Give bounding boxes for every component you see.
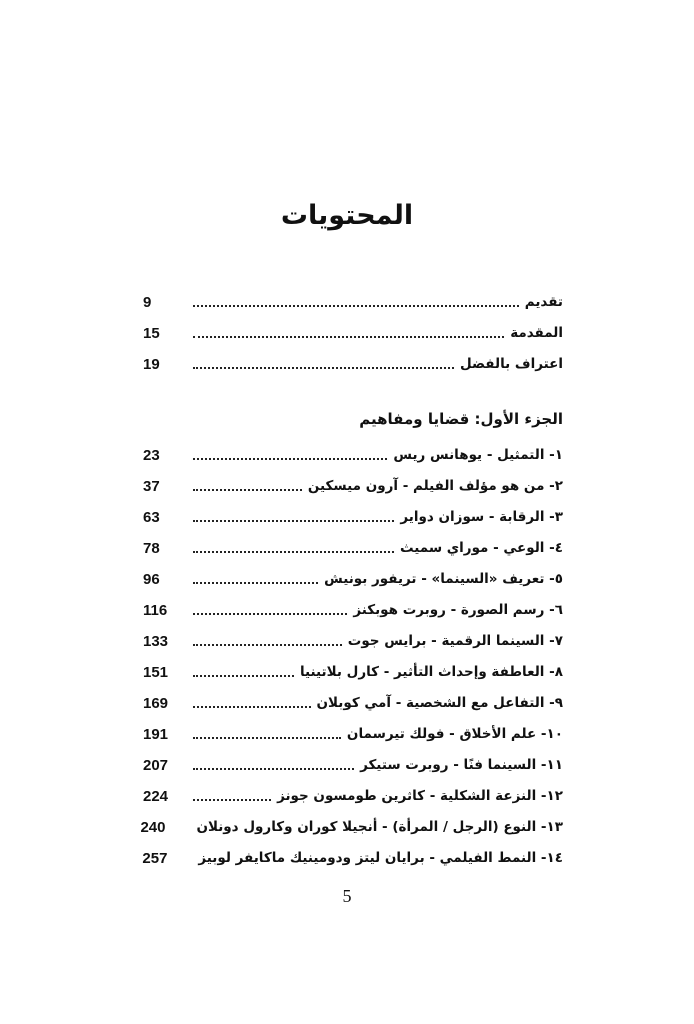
entry-label: اعتراف بالفضل	[459, 356, 563, 372]
toc-entry	[143, 692, 563, 714]
entry-label: ٥- تعريف «السينما» - تريفور بونيش	[324, 571, 563, 587]
entry-label: ١- التمثيل - يوهانس ريس	[393, 447, 563, 463]
dot-leader	[193, 706, 311, 708]
dot-leader	[193, 489, 302, 491]
entry-page: 15	[143, 324, 160, 342]
entry-label: تقديم	[524, 294, 563, 310]
toc-entry	[143, 599, 563, 621]
entry-label: ٩- التفاعل مع الشخصية - آمي كوبلان	[316, 695, 563, 711]
entry-page: 78	[143, 539, 160, 557]
page-title: المحتويات	[280, 200, 414, 231]
toc-entry	[143, 444, 563, 466]
dot-leader	[193, 520, 394, 522]
entry-label: ١٢- النزعة الشكلية - كاثرين طومسون جونز	[277, 788, 563, 804]
dot-leader	[193, 613, 347, 615]
toc-entry	[140, 816, 563, 838]
page-number: 5	[342, 886, 352, 906]
dot-leader	[193, 582, 318, 584]
entry-label: ١٣- النوع (الرجل / المرأة) - أنجيلا كوران وكارول دونلان	[196, 819, 563, 835]
toc-entry	[143, 475, 563, 497]
entry-page: 116	[143, 601, 168, 619]
entry-page: 257	[142, 849, 168, 867]
entry-page: 9	[143, 293, 152, 311]
toc-entry	[143, 506, 563, 528]
entry-page: 19	[143, 355, 160, 373]
entry-page: 169	[143, 694, 169, 712]
dot-leader	[193, 799, 271, 801]
dot-leader	[193, 367, 454, 369]
entry-label: ٦- رسم الصورة - روبرت هوبكنز	[353, 602, 563, 618]
toc-entry	[143, 723, 563, 745]
entry-page: 37	[143, 477, 160, 495]
entry-label: ٢- من هو مؤلف الفيلم - آرون ميسكين	[307, 478, 563, 494]
dot-leader	[193, 737, 341, 739]
entry-page: 96	[143, 570, 160, 588]
toc-entry	[143, 568, 563, 590]
entry-page: 240	[140, 818, 166, 836]
dot-leader	[193, 675, 294, 677]
entry-label: ١٠- علم الأخلاق - فولك تيرسمان	[346, 726, 563, 742]
toc-entry	[143, 291, 563, 313]
entry-page: 63	[143, 508, 160, 526]
toc-entry	[143, 754, 563, 776]
toc-entry	[143, 785, 563, 807]
entry-label: ٧- السينما الرقمية - برايس جوت	[347, 633, 563, 649]
entry-label: المقدمة	[510, 325, 563, 341]
entry-label: ٤- الوعي - موراي سميث	[399, 540, 563, 556]
entry-page: 151	[143, 663, 169, 681]
dot-leader	[193, 644, 342, 646]
dot-leader	[193, 336, 504, 338]
dot-leader	[193, 305, 519, 307]
entry-page: 191	[143, 725, 169, 743]
toc-entry	[143, 847, 563, 869]
entry-page: 224	[143, 787, 169, 805]
toc-entry	[143, 322, 563, 344]
entry-label: ١١- السينما فنًا - روبرت ستيكر	[360, 757, 563, 773]
part-heading: الجزء الأول: قضايا ومفاهيم	[359, 410, 563, 428]
entry-label: ٣- الرقابة - سوزان دواير	[400, 509, 563, 525]
toc-entry	[143, 537, 563, 559]
dot-leader	[193, 458, 387, 460]
dot-leader	[193, 551, 394, 553]
toc-entry	[143, 630, 563, 652]
entry-label: ٨- العاطفة وإحداث التأثير - كارل بلاتينيا	[299, 664, 563, 680]
entry-label: ١٤- النمط الفيلمي - برايان ليتز ودومينيك ماكايفر لوبيز	[198, 850, 563, 866]
toc-entry	[143, 661, 563, 683]
dot-leader	[193, 768, 354, 770]
entry-page: 133	[143, 632, 169, 650]
toc-entry	[143, 353, 563, 375]
entry-page: 23	[143, 446, 160, 464]
entry-page: 207	[143, 756, 169, 774]
